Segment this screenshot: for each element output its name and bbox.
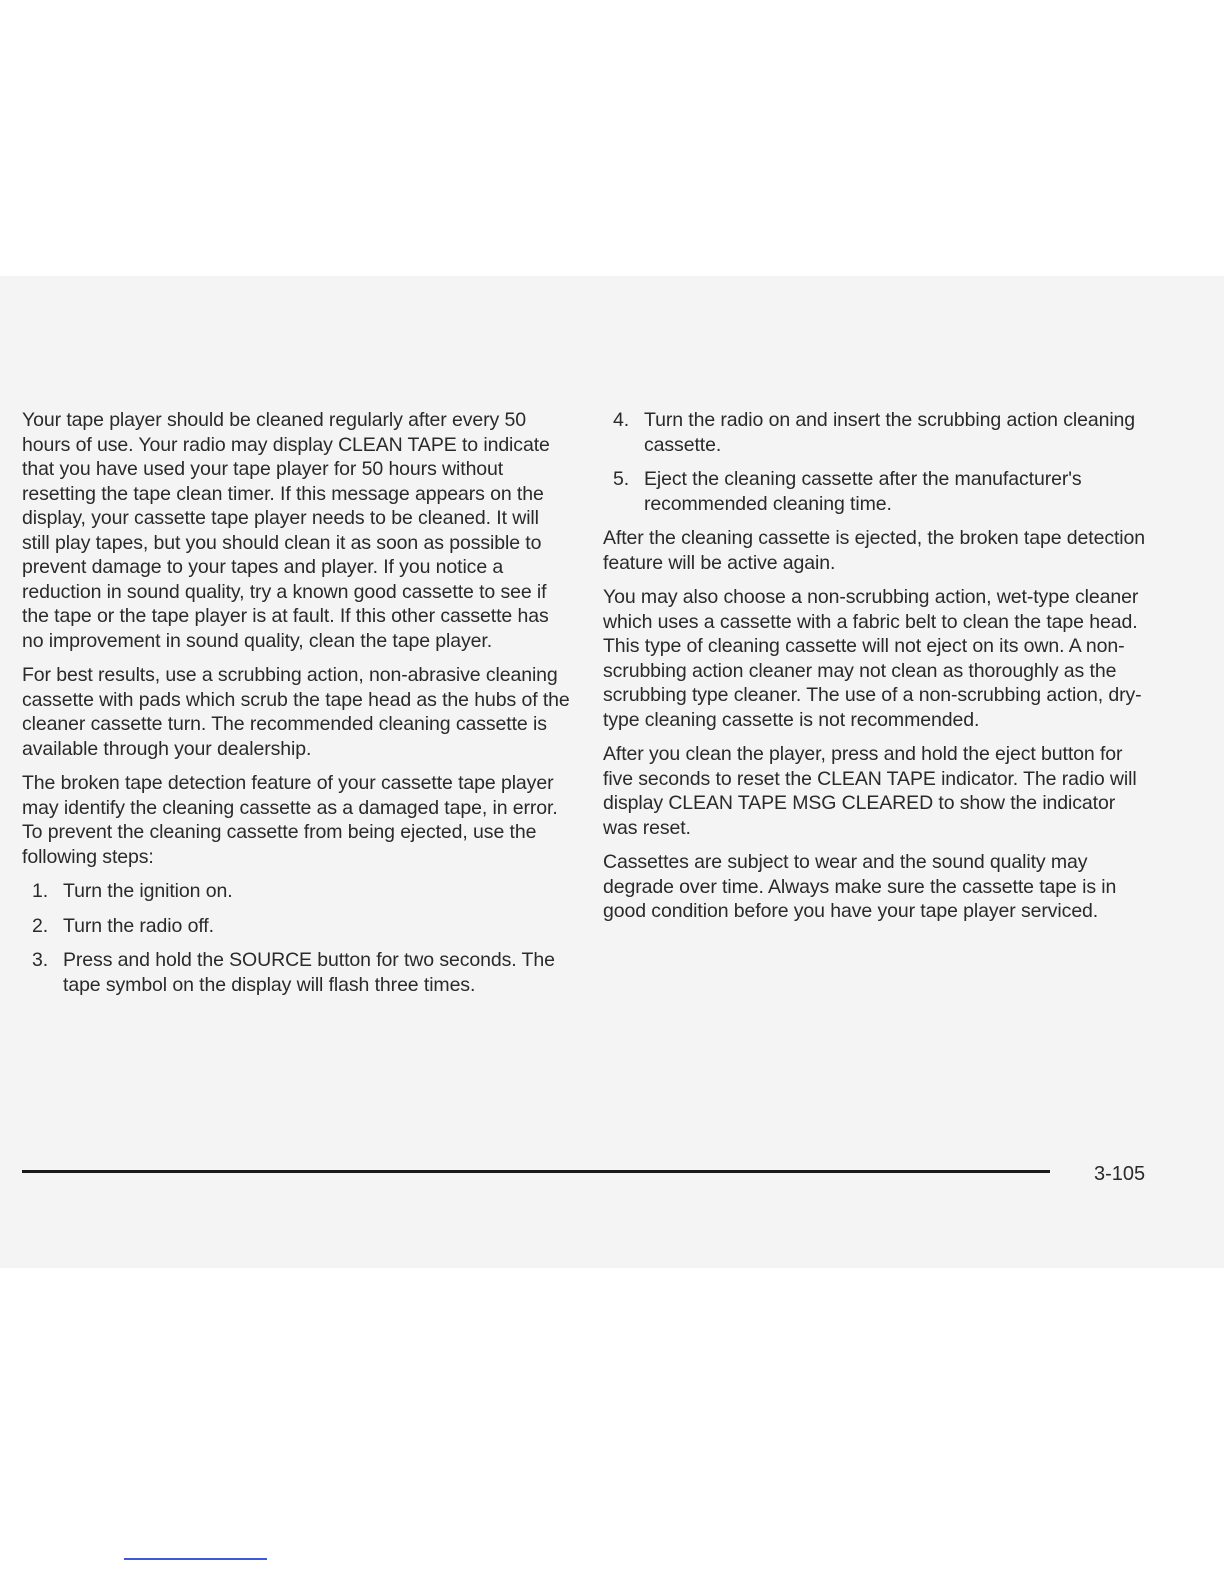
paragraph-cleaning-intro: Your tape player should be cleaned regularly after every 50 hours of use. Your radio may display CLEAN TAPE to indicate that you have used your tape player for 50 hours without resetting the tape clean timer. If this message appears on the display, your cassette tape player needs to be cleaned. It will still play tapes, but you should clean it as soon as possible to prevent damage to your tapes and player. If you notice a reduction in sound quality, try a known good cassette to see if the tape or the tape player is at fault. If this other cassette has no improvement in sound quality, clean the tape player. <box>22 409 550 652</box>
paragraph-best-results: For best results, use a scrubbing action, non-abrasive cleaning cassette with pads which scrub the tape head as the hubs of the cleaner cassette turn. The recommended cleaning cassette is available through your dealership. <box>22 664 570 760</box>
right-column <box>603 408 1151 934</box>
step-text: Turn the radio on and insert the scrubbing action cleaning cassette. <box>644 409 1136 456</box>
list-item-step-4 <box>603 408 1151 457</box>
bottom-link-underline[interactable] <box>124 1558 267 1560</box>
step-number: 1. <box>32 880 49 902</box>
list-item-step-3 <box>22 948 570 997</box>
step-text: Press and hold the SOURCE button for two seconds. The tape symbol on the display will flash three times. <box>63 949 555 996</box>
paragraph-broken-tape-detection: The broken tape detection feature of your cassette tape player may identify the cleaning cassette as a damaged tape, in error. To prevent the cleaning cassette from being ejected, use the following steps: <box>22 772 558 868</box>
steps-list-continued <box>603 408 1151 516</box>
step-number: 2. <box>32 914 49 937</box>
step-text: Turn the radio off. <box>63 914 214 937</box>
step-number: 5. <box>613 468 630 490</box>
list-item-step-5 <box>603 467 1151 516</box>
left-column <box>22 408 570 1007</box>
paragraph-reset-indicator: After you clean the player, press and hold the eject button for five seconds to reset the CLEAN TAPE indicator. The radio will display CLEAN TAPE MSG CLEARED to show the indicator was reset. <box>603 743 1137 839</box>
step-number: 3. <box>32 949 49 971</box>
paragraph-cassette-wear: Cassettes are subject to wear and the sound quality may degrade over time. Always make sure the cassette tape is in good condition before you have your tape player serviced. <box>603 851 1117 922</box>
steps-list-first <box>22 879 570 997</box>
list-item-step-2 <box>22 914 570 939</box>
paragraph-after-eject: After the cleaning cassette is ejected, the broken tape detection feature will be active again. <box>603 527 1146 574</box>
page-number: 3-105 <box>1094 1163 1146 1185</box>
footer-rule <box>22 1170 1050 1173</box>
step-number: 4. <box>613 409 630 431</box>
list-item-step-1 <box>22 879 570 904</box>
step-text: Eject the cleaning cassette after the manufacturer's recommended cleaning time. <box>644 468 1082 515</box>
paragraph-non-scrubbing: You may also choose a non-scrubbing action, wet-type cleaner which uses a cassette with a fabric belt to clean the tape head. This type of cleaning cassette will not eject on its own. A non-scrubbing action cleaner may not clean as thoroughly as the scrubbing type cleaner. The use of a non-scrubbing action, dry-type cleaning cassette is not recommended. <box>603 586 1142 731</box>
step-text: Turn the ignition on. <box>63 880 233 902</box>
